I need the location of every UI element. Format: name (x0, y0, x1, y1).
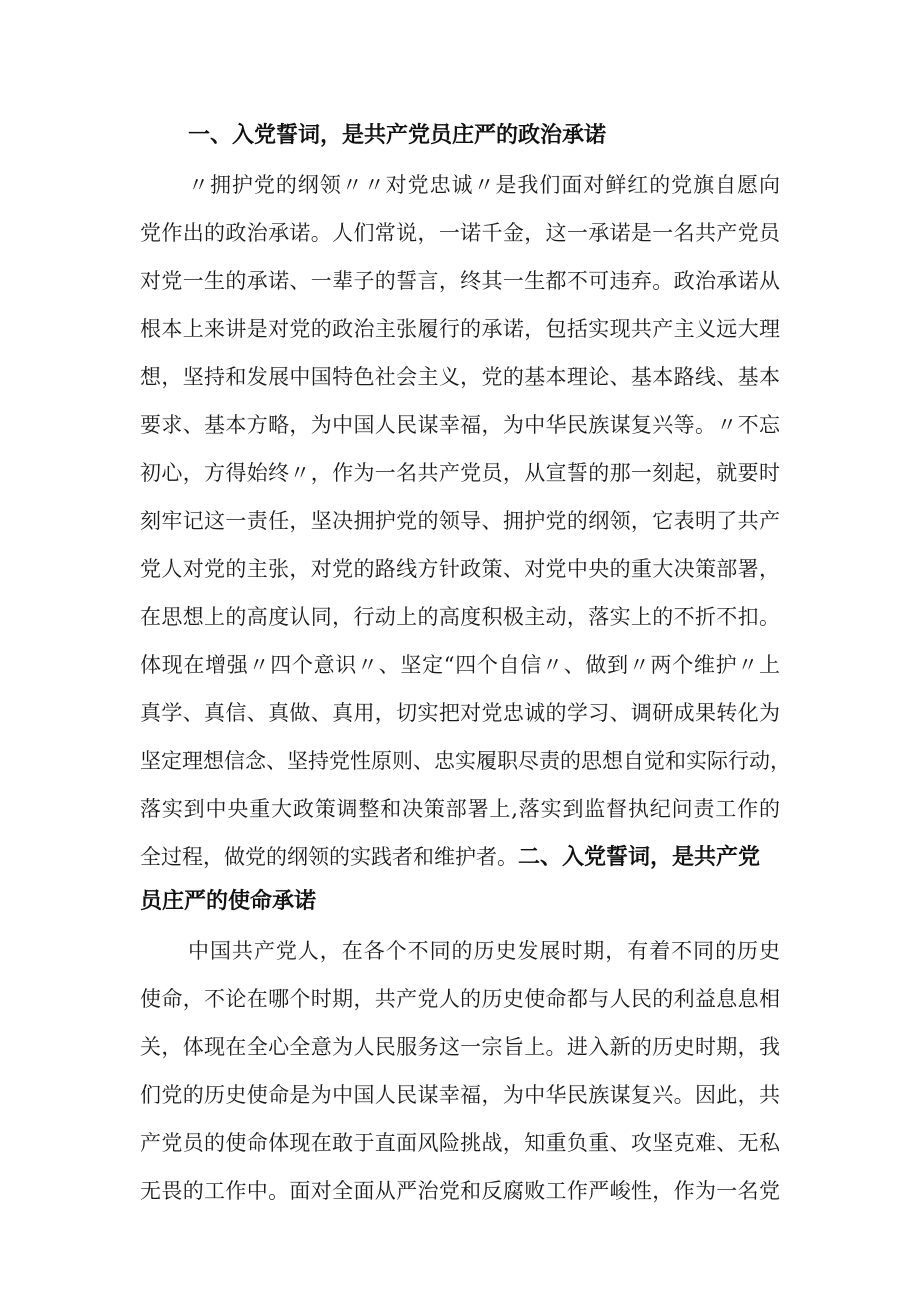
paragraph-line: 产党员的使命体现在敢于直面风险挑战，知重负重、攻坚克难、无私 (140, 1131, 780, 1155)
section-heading-2-start: 二、入党誓词，是共产党 (518, 845, 761, 870)
paragraph-line: 落实到中央重大政策调整和决策部署上,落实到监督执纪问责工作的 (140, 797, 780, 821)
paragraph-line: 关，体现在全心全意为人民服务这一宗旨上。进入新的历史时期，我 (140, 1035, 780, 1059)
paragraph-line: 无畏的工作中。面对全面从严治党和反腐败工作严峻性，作为一名党 (140, 1179, 780, 1203)
paragraph-line: 〃拥护党的纲领〃〃对党忠诚〃是我们面对鲜红的党旗自愿向 (188, 173, 780, 197)
paragraph-line: 要求、基本方略，为中国人民谋幸福，为中华民族谋复兴等。〃不忘 (140, 413, 780, 437)
paragraph-line: 体现在增强〃四个意识〃、坚定“四个自信〃、做到〃两个维护〃上 (140, 653, 780, 677)
paragraph-line: 刻牢记这一责任，坚决拥护党的领导、拥护党的纲领，它表明了共产 (140, 509, 780, 533)
paragraph-text: 全过程，做党的纲领的实践者和维护者。 (140, 845, 518, 869)
paragraph-line: 想，坚持和发展中国特色社会主义，党的基本理论、基本路线、基本 (140, 365, 780, 389)
section-heading-2-end: 员庄严的使命承诺 (140, 889, 317, 914)
paragraph-line: 们党的历史使命是为中国人民谋幸福，为中华民族谋复兴。因此，共 (140, 1083, 780, 1107)
paragraph-line: 初心，方得始终〃，作为一名共产党员，从宣誓的那一刻起，就要时 (140, 461, 780, 485)
paragraph-line: 使命，不论在哪个时期，共产党人的历史使命都与人民的利益息息相 (140, 987, 780, 1011)
paragraph-line: 对党一生的承诺、一辈子的誓言，终其一生都不可违弃。政治承诺从 (140, 269, 780, 293)
paragraph-line: 中国共产党人，在各个不同的历史发展时期，有着不同的历史 (188, 939, 780, 963)
paragraph-line: 真学、真信、真做、真用，切实把对党忠诚的学习、调研成果转化为 (140, 701, 780, 725)
paragraph-line: 在思想上的高度认同，行动上的高度积极主动，落实上的不折不扣。 (140, 605, 780, 629)
paragraph-line: 坚定理想信念、坚持党性原则、忠实履职尽责的思想自觉和实际行动， (140, 749, 791, 773)
paragraph-line: 根本上来讲是对党的政治主张履行的承诺，包括实现共产主义远大理 (140, 317, 780, 341)
paragraph-line-mixed (140, 842, 780, 872)
section-heading-1: 一、入党誓词，是共产党员庄严的政治承诺 (188, 123, 607, 148)
paragraph-line: 党人对党的主张，对党的路线方针政策、对党中央的重大决策部署， (140, 557, 780, 581)
paragraph-line: 党作出的政治承诺。人们常说，一诺千金，这一承诺是一名共产党员 (140, 221, 780, 245)
